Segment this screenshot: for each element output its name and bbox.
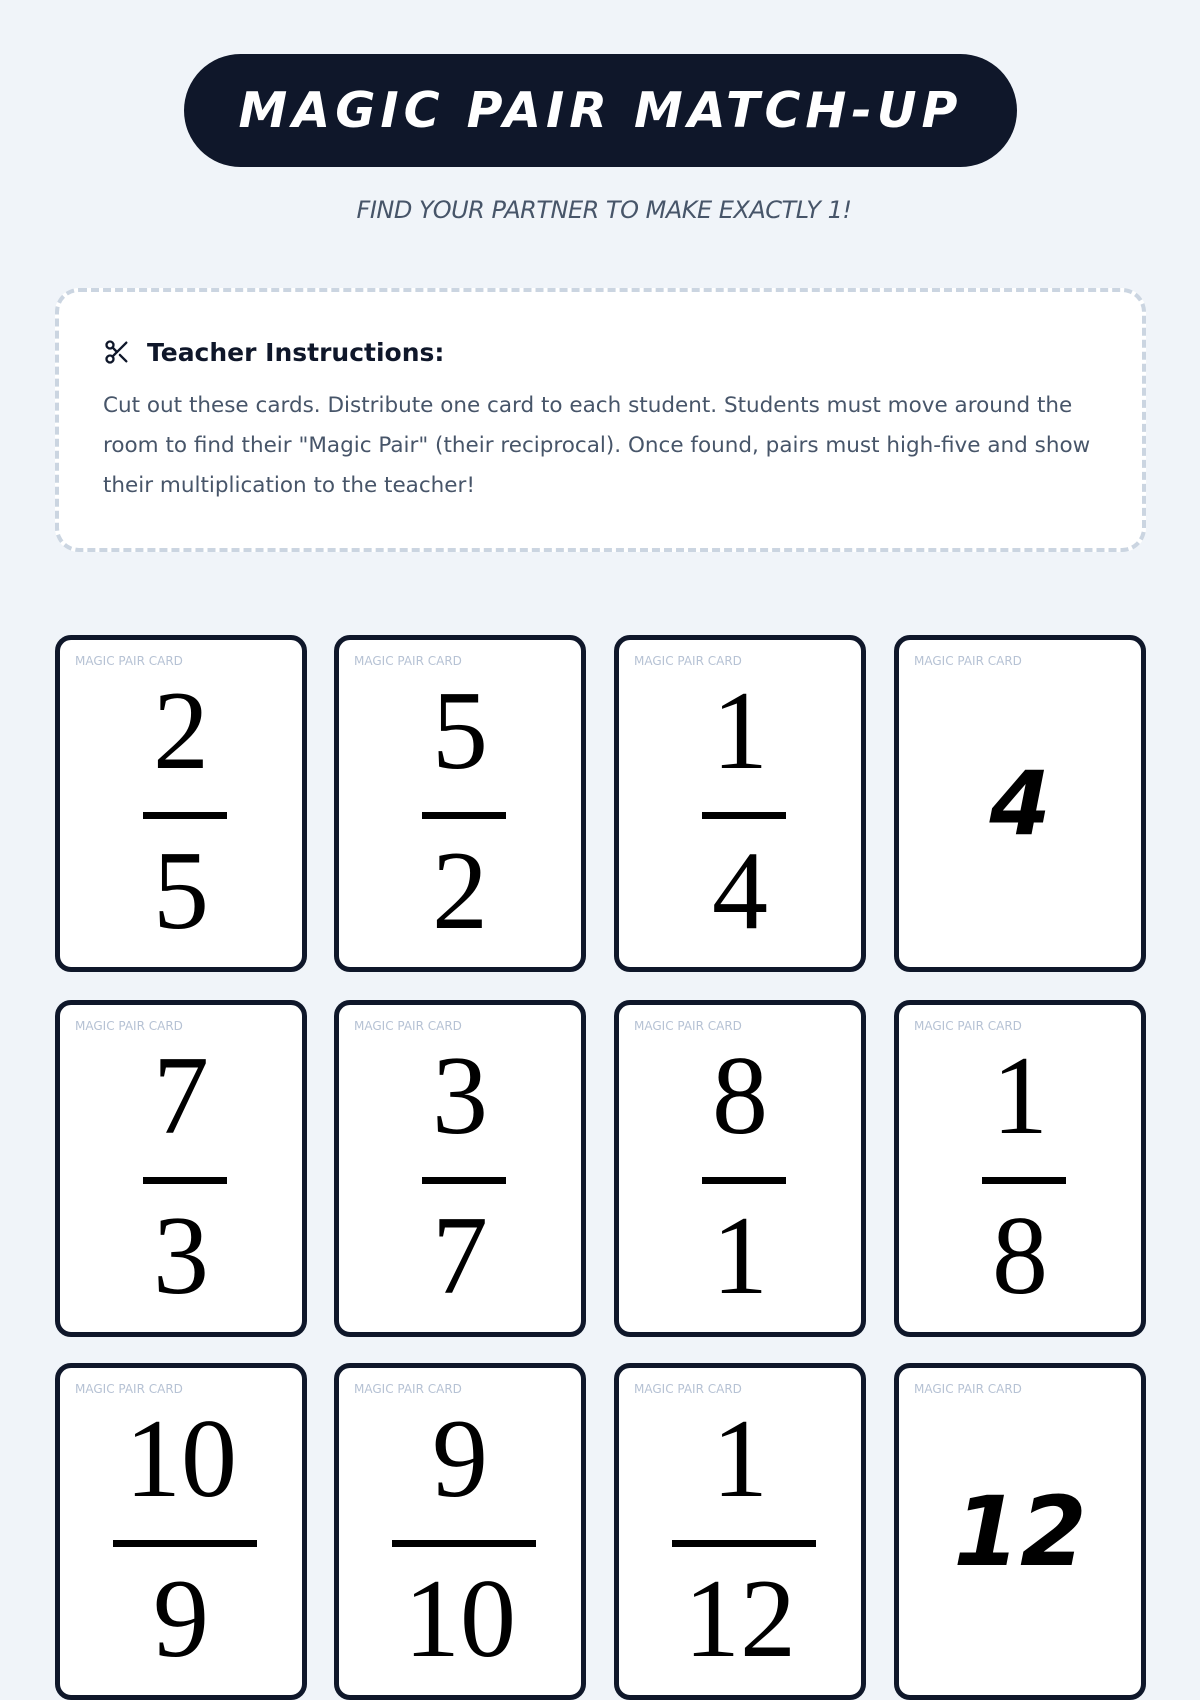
fraction-bar bbox=[672, 1540, 816, 1547]
magic-pair-card bbox=[55, 1000, 307, 1337]
magic-pair-card bbox=[614, 1363, 866, 1700]
card-label: MAGIC PAIR CARD bbox=[634, 1019, 742, 1033]
magic-pair-card bbox=[334, 635, 586, 972]
fraction-bar bbox=[982, 1177, 1066, 1184]
instructions-heading bbox=[103, 334, 1098, 370]
card-label: MAGIC PAIR CARD bbox=[634, 1382, 742, 1396]
card-denominator: 3 bbox=[153, 1194, 209, 1318]
card-numerator: 8 bbox=[712, 1034, 768, 1158]
card-label: MAGIC PAIR CARD bbox=[75, 654, 183, 668]
card-label: MAGIC PAIR CARD bbox=[914, 1382, 1022, 1396]
card-denominator: 8 bbox=[992, 1194, 1048, 1318]
card-denominator: 9 bbox=[153, 1557, 209, 1681]
card-denominator: 1 bbox=[712, 1194, 768, 1318]
fraction-bar bbox=[422, 1177, 506, 1184]
fraction-bar bbox=[422, 812, 506, 819]
card-label: MAGIC PAIR CARD bbox=[354, 654, 462, 668]
card-denominator: 7 bbox=[432, 1194, 488, 1318]
card-numerator: 1 bbox=[712, 1397, 768, 1521]
card-label: MAGIC PAIR CARD bbox=[914, 1019, 1022, 1033]
card-denominator: 5 bbox=[153, 829, 209, 953]
card-numerator: 5 bbox=[432, 669, 488, 793]
magic-pair-card bbox=[894, 635, 1146, 972]
card-numerator: 3 bbox=[432, 1034, 488, 1158]
fraction-bar bbox=[392, 1540, 536, 1547]
teacher-instructions-box bbox=[55, 288, 1146, 552]
card-label: MAGIC PAIR CARD bbox=[354, 1382, 462, 1396]
magic-pair-card bbox=[55, 635, 307, 972]
title-banner bbox=[184, 54, 1017, 167]
card-denominator: 2 bbox=[432, 829, 488, 953]
card-label: MAGIC PAIR CARD bbox=[75, 1019, 183, 1033]
card-denominator: 12 bbox=[684, 1557, 796, 1681]
magic-pair-card bbox=[894, 1000, 1146, 1337]
fraction-bar bbox=[702, 812, 786, 819]
magic-pair-card bbox=[614, 1000, 866, 1337]
card-denominator: 4 bbox=[712, 829, 768, 953]
card-numerator: 1 bbox=[712, 669, 768, 793]
card-denominator: 10 bbox=[404, 1557, 516, 1681]
fraction-bar bbox=[702, 1177, 786, 1184]
magic-pair-card bbox=[334, 1000, 586, 1337]
card-label: MAGIC PAIR CARD bbox=[354, 1019, 462, 1033]
scissors-icon bbox=[103, 338, 131, 366]
fraction-bar bbox=[143, 812, 227, 819]
card-numerator: 7 bbox=[153, 1034, 209, 1158]
card-label: MAGIC PAIR CARD bbox=[634, 654, 742, 668]
fraction-bar bbox=[113, 1540, 257, 1547]
card-numerator: 9 bbox=[432, 1397, 488, 1521]
fraction-bar bbox=[143, 1177, 227, 1184]
magic-pair-card bbox=[894, 1363, 1146, 1700]
card-whole-number: 12 bbox=[953, 1475, 1087, 1588]
card-numerator: 10 bbox=[125, 1397, 237, 1521]
magic-pair-card bbox=[334, 1363, 586, 1700]
instructions-title: Teacher Instructions: bbox=[147, 337, 445, 367]
magic-pair-card bbox=[55, 1363, 307, 1700]
card-numerator: 1 bbox=[992, 1034, 1048, 1158]
card-whole-number: 4 bbox=[989, 752, 1051, 855]
page-subtitle: FIND YOUR PARTNER TO MAKE EXACTLY 1! bbox=[356, 196, 852, 224]
card-label: MAGIC PAIR CARD bbox=[75, 1382, 183, 1396]
page-title: MAGIC PAIR MATCH-UP bbox=[238, 82, 963, 139]
card-numerator: 2 bbox=[153, 669, 209, 793]
card-label: MAGIC PAIR CARD bbox=[914, 654, 1022, 668]
magic-pair-card bbox=[614, 635, 866, 972]
instructions-text: Cut out these cards. Distribute one card to each student. Students must move around the room to find their "Magic Pair" (their reciprocal). Once found, pairs must high-five and show their multiplication to the teacher! bbox=[103, 393, 1091, 498]
